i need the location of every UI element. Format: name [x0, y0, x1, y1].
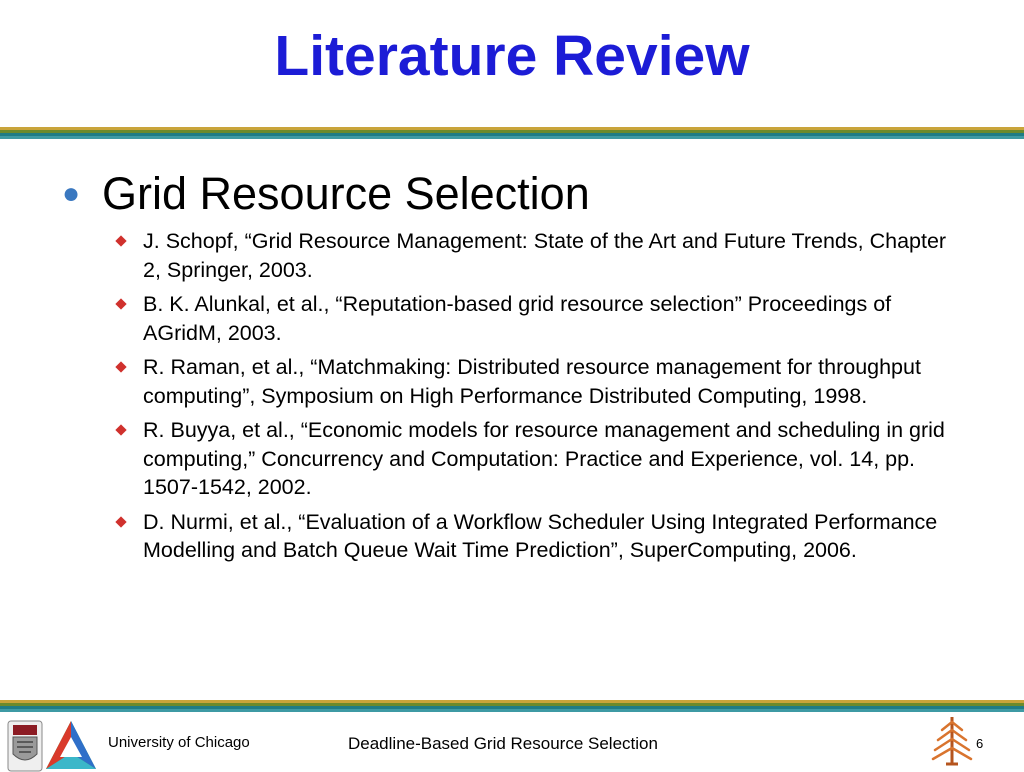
- stanford-tree-icon: [930, 714, 974, 768]
- diamond-bullet-icon: [115, 235, 126, 246]
- header-divider-band: [0, 127, 1024, 139]
- diamond-bullet-icon: [115, 298, 126, 309]
- reference-item: [112, 227, 980, 284]
- reference-item: [112, 290, 980, 347]
- diamond-bullet-icon: [115, 516, 126, 527]
- reference-text: R. Buyya, et al., “Economic models for resource management and scheduling in grid computing,” Concurrency and Computation: Practice and Experience, vol. 14, pp. 1507-1542, 2002.: [143, 418, 945, 499]
- slide-title: Literature Review: [274, 24, 750, 88]
- diamond-bullet-icon: [115, 424, 126, 435]
- reference-item: [112, 508, 980, 565]
- reference-text: D. Nurmi, et al., “Evaluation of a Workflow Scheduler Using Integrated Performance Modelling and Batch Queue Wait Time Prediction”, SuperComputing, 2006.: [143, 509, 938, 562]
- university-seal-icon: [7, 720, 43, 772]
- section-bullet: [60, 168, 980, 220]
- footer-university: University of Chicago: [108, 734, 250, 751]
- slide-content: [60, 168, 980, 571]
- reference-text: J. Schopf, “Grid Resource Management: State of the Art and Future Trends, Chapter 2, Springer, 2003.: [143, 229, 947, 282]
- slide-footer: [0, 712, 1024, 768]
- footer-divider-band: [0, 700, 1024, 712]
- footer-presentation-title: Deadline-Based Grid Resource Selection: [348, 734, 658, 753]
- section-heading: Grid Resource Selection: [102, 168, 590, 219]
- reference-item: [112, 416, 980, 502]
- reference-item: [112, 353, 980, 410]
- diamond-bullet-icon: [115, 361, 126, 372]
- reference-text: B. K. Alunkal, et al., “Reputation-based grid resource selection” Proceedings of AGridM, 2003.: [143, 292, 892, 345]
- bullet-dot-icon: ●: [62, 177, 81, 210]
- reference-list: [112, 227, 980, 565]
- page-number: 6: [976, 736, 984, 751]
- argonne-triangle-logo-icon: [44, 719, 98, 771]
- reference-text: R. Raman, et al., “Matchmaking: Distributed resource management for throughput computing”, Symposium on High Performance Distributed Computing, 1998.: [143, 355, 921, 408]
